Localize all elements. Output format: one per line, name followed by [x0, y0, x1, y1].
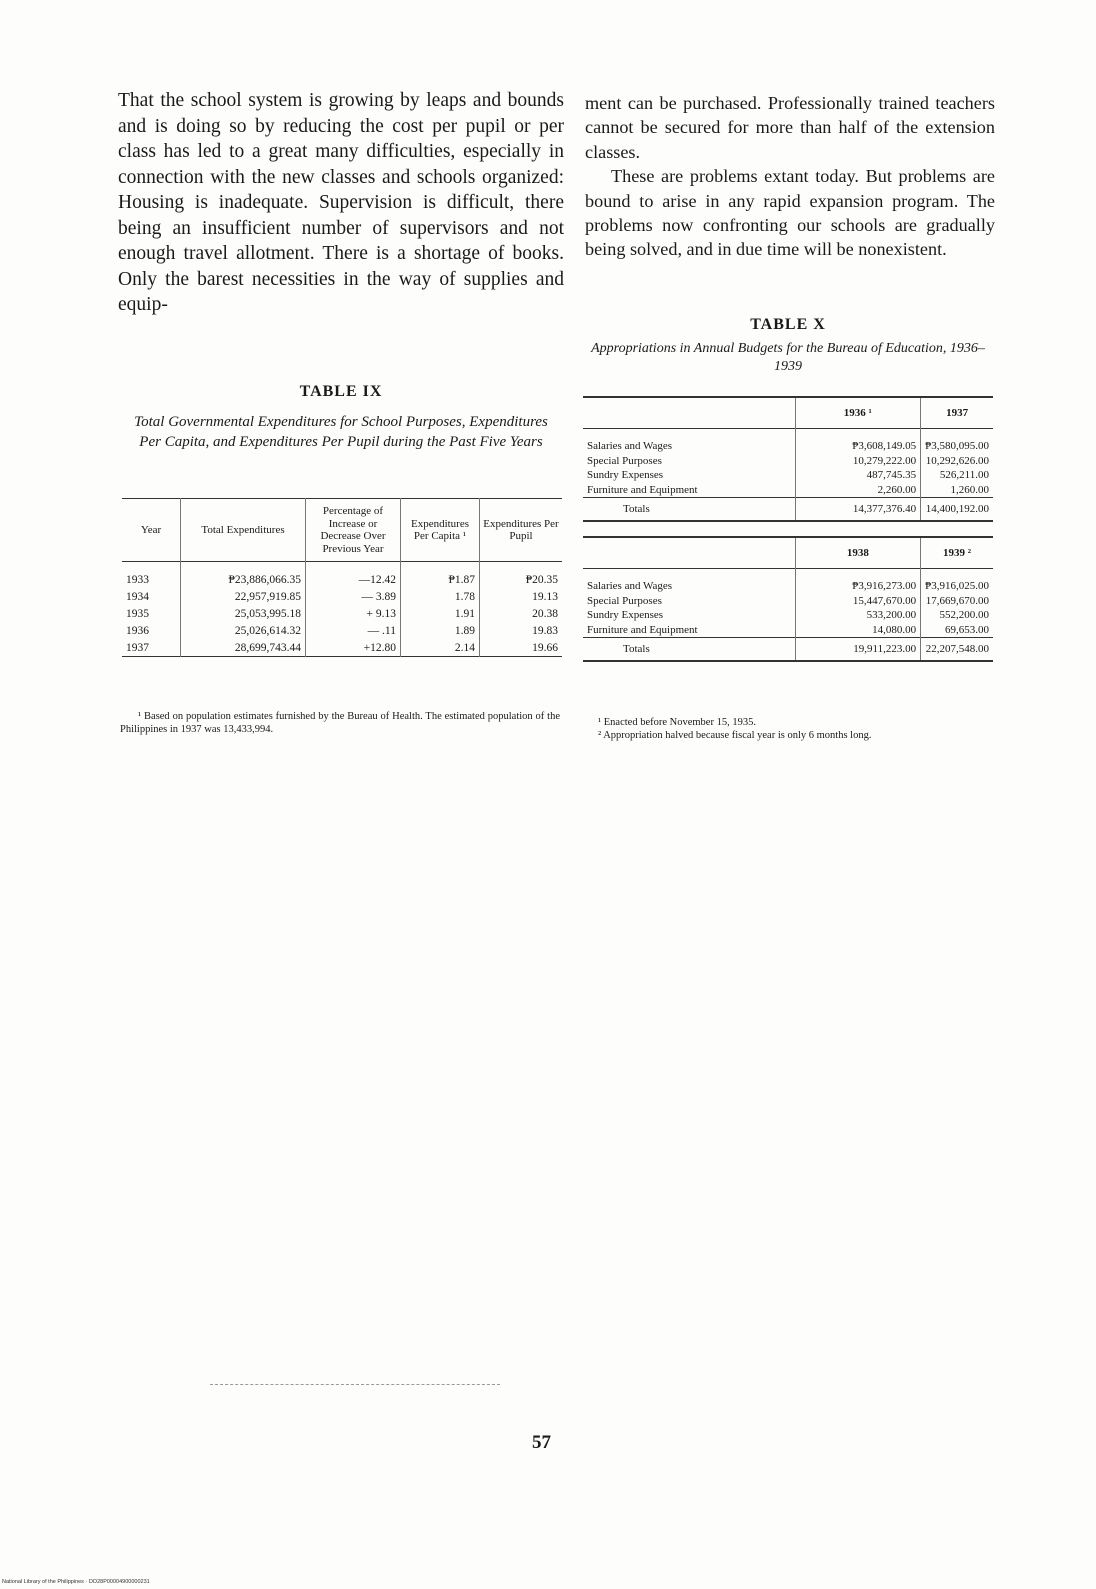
- table-cell: 20.38: [480, 605, 563, 622]
- table9-header-cell: Year: [140, 523, 162, 536]
- table-cell: +12.80: [306, 639, 401, 657]
- table-cell: 14,377,376.40: [795, 498, 921, 522]
- scan-artifact-line: [210, 1384, 500, 1386]
- table-row: [583, 608, 993, 623]
- table-cell: 19.83: [480, 622, 563, 639]
- table-cell: 487,745.35: [795, 468, 921, 483]
- body-paragraph-left: That the school system is growing by leaps and bounds and is doing so by reducing the cost per pupil or per class has led to a great many difficulties, especially in connection with the new classes and schools organized: Housing is inadequate. Supervision is difficult, there being an insufficient number of supervisors and not enough travel allotment. There is a shortage of books. Only the barest necessities in the way of supplies and equip-: [118, 90, 564, 315]
- table-cell: 1.89: [401, 622, 480, 639]
- table-cell: 28,699,743.44: [181, 639, 306, 657]
- table-row: [583, 454, 993, 469]
- table-cell: 17,669,670.00: [921, 594, 993, 609]
- table-cell: ₱20.35: [480, 562, 563, 589]
- page-number: 57: [532, 1432, 551, 1453]
- table10-header-cell: [583, 397, 795, 429]
- table-cell: ₱23,886,066.35: [181, 562, 306, 589]
- table-cell: Totals: [623, 503, 650, 515]
- scan-footer-tag: National Library of the Philippines · DO28P00004900000231: [2, 1579, 150, 1585]
- table10-header-cell: [583, 537, 795, 569]
- table-row: [583, 483, 993, 498]
- table10-footnotes: [584, 716, 994, 742]
- table9-title: TABLE IX: [299, 383, 383, 400]
- table-cell: 552,200.00: [921, 608, 993, 623]
- table-cell: 1937: [126, 641, 149, 654]
- right-column: [585, 91, 995, 262]
- table9-header-row: [122, 499, 562, 562]
- table-cell: Totals: [623, 643, 650, 655]
- table-cell: 25,026,614.32: [181, 622, 306, 639]
- table-row: [122, 622, 562, 639]
- table-row: [583, 594, 993, 609]
- table10-header-cell: 1937: [921, 397, 993, 429]
- table-cell: 19.13: [480, 588, 563, 605]
- table-cell: 69,653.00: [921, 623, 993, 638]
- table-cell: 1933: [126, 573, 149, 586]
- table10-footnote-2: ² Appropriation halved because fiscal year is only 6 months long.: [598, 730, 872, 741]
- table-cell: 2,260.00: [795, 483, 921, 498]
- table-cell: Sundry Expenses: [587, 609, 664, 622]
- table-cell: 14,400,192.00: [921, 498, 993, 522]
- table-cell: Sundry Expenses: [587, 469, 664, 482]
- table-cell: —12.42: [306, 562, 401, 589]
- table-cell: 1.91: [401, 605, 480, 622]
- table10-header-row: [583, 537, 993, 569]
- table-cell: 15,447,670.00: [795, 594, 921, 609]
- table10-header-cell: 1936 ¹: [795, 397, 921, 429]
- table-cell: Salaries and Wages: [587, 440, 673, 453]
- table10-header-cell: 1939 ²: [921, 537, 993, 569]
- table-cell: 1,260.00: [921, 483, 993, 498]
- table-row: [122, 588, 562, 605]
- body-paragraph-right-2: These are problems extant today. But problems are bound to arise in any rapid expansion program. The problems now confronting our schools are gradually being solved, and in due time will be nonexistent.: [585, 166, 995, 260]
- table-cell: 19.66: [480, 639, 563, 657]
- table-cell: 19,911,223.00: [795, 638, 921, 662]
- table-cell: — .11: [306, 622, 401, 639]
- left-column: [118, 88, 564, 318]
- table-cell: 25,053,995.18: [181, 605, 306, 622]
- table-cell: Furniture and Equipment: [587, 483, 698, 496]
- table-row: [583, 429, 993, 454]
- table-row: [122, 605, 562, 622]
- table-cell: Salaries and Wages: [587, 580, 673, 593]
- table9-caption: Total Governmental Expenditures for School Purposes, Expenditures Per Capita, and Expenditures Per Pupil during the Past Five Years: [134, 414, 548, 450]
- table-cell: 22,957,919.85: [181, 588, 306, 605]
- table10: [583, 396, 993, 662]
- table-cell: 1.78: [401, 588, 480, 605]
- table-cell: 526,211.00: [921, 468, 993, 483]
- table-row: [583, 623, 993, 638]
- table9-footnote: ¹ Based on population estimates furnished by the Bureau of Health. The estimated population of the Philippines in 1937 was 13,433,994.: [120, 711, 560, 735]
- table10-total-row: [583, 498, 993, 522]
- table10-header-cell: 1938: [795, 537, 921, 569]
- table-cell: 2.14: [401, 639, 480, 657]
- table-cell: 14,080.00: [795, 623, 921, 638]
- table-cell: Special Purposes: [587, 454, 662, 467]
- table10-header-row: [583, 397, 993, 429]
- table-cell: 1934: [126, 590, 149, 603]
- table-cell: 10,279,222.00: [795, 454, 921, 469]
- table9-header-cell: Expenditures Per Pupil: [480, 499, 563, 562]
- table-cell: ₱1.87: [401, 562, 480, 589]
- table9: [122, 498, 562, 657]
- body-paragraph-right-1: ment can be purchased. Professionally trained teachers cannot be secured for more than half of the extension classes.: [585, 93, 995, 162]
- table-cell: 10,292,626.00: [921, 454, 993, 469]
- table-cell: ₱3,608,149.05: [795, 429, 921, 454]
- table-cell: 1935: [126, 607, 149, 620]
- table10-separator: [583, 521, 993, 537]
- table-cell: ₱3,580,095.00: [921, 429, 993, 454]
- table-cell: + 9.13: [306, 605, 401, 622]
- table-cell: ₱3,916,025.00: [921, 569, 993, 594]
- table-row: [583, 468, 993, 483]
- table9-header-cell: Total Expenditures: [181, 499, 306, 562]
- table-cell: — 3.89: [306, 588, 401, 605]
- table-cell: Furniture and Equipment: [587, 623, 698, 636]
- table-cell: ₱3,916,273.00: [795, 569, 921, 594]
- table10-total-row: [583, 638, 993, 662]
- table-row: [583, 569, 993, 594]
- table10-title: TABLE X: [750, 316, 826, 333]
- table9-header-cell: Expenditures Per Capita ¹: [401, 499, 480, 562]
- table-row: [122, 639, 562, 657]
- table-cell: Special Purposes: [587, 594, 662, 607]
- table10-footnote-1: ¹ Enacted before November 15, 1935.: [598, 717, 756, 728]
- table-row: [122, 562, 562, 589]
- table10-heading: [583, 316, 993, 376]
- table-cell: 22,207,548.00: [921, 638, 993, 662]
- table10-caption: Appropriations in Annual Budgets for the Bureau of Education, 1936–1939: [591, 341, 985, 374]
- table-cell: 533,200.00: [795, 608, 921, 623]
- table-cell: 1936: [126, 624, 149, 637]
- table9-header-cell: Percentage of Increase or Decrease Over Previous Year: [306, 499, 401, 562]
- table9-heading: [118, 383, 564, 452]
